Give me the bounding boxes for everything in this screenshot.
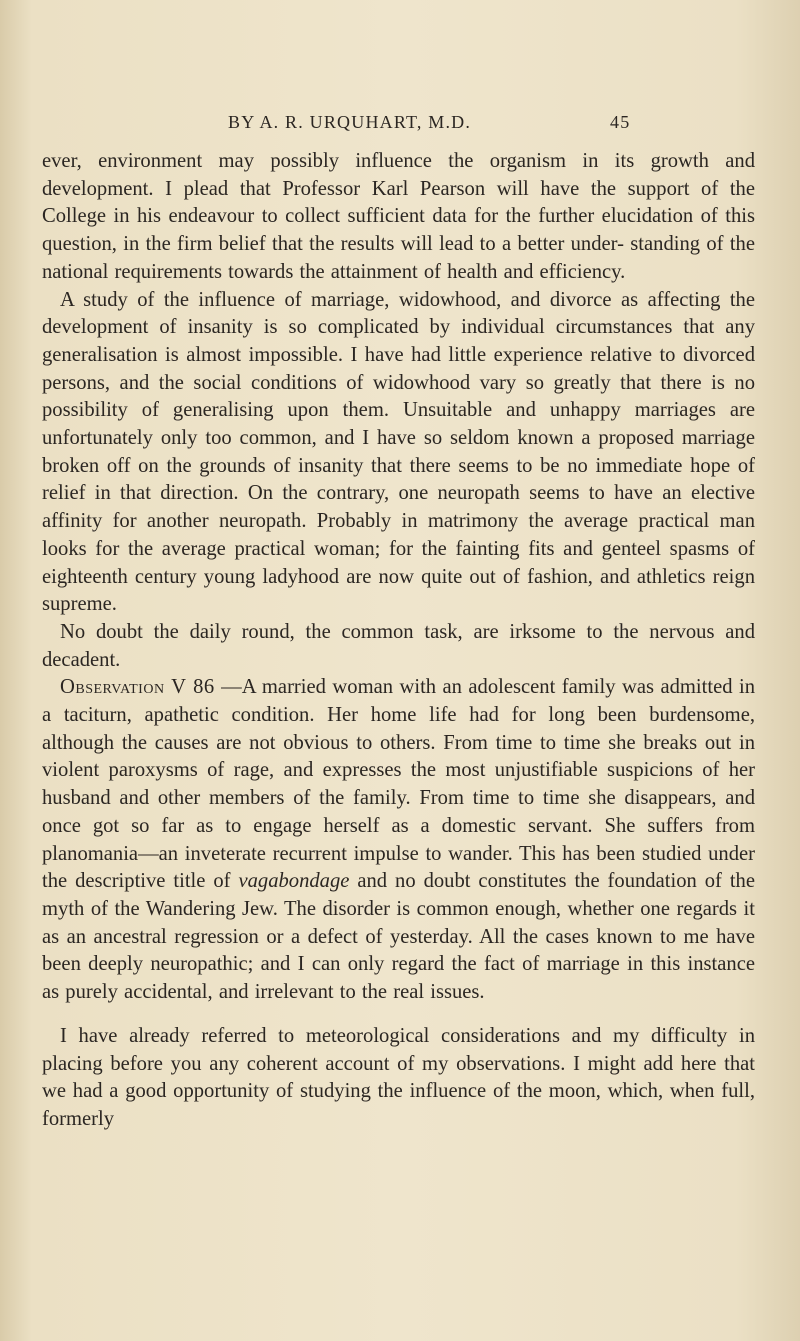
main-text bbox=[42, 148, 755, 1134]
observation-block bbox=[42, 674, 755, 1006]
observation-text-1: —A married woman with an adolescent family was admitted in a taciturn, apathetic condition. Her home life had for long been burdensome, although the causes are not obvious to others. From time to time she breaks out in violent paroxysms of rage, and expresses the most unjustifiable suspicions of her husband and other members of the family. From time to time she disappears, and once got so far as to engage herself as a domestic servant. She suffers from planomania—an inveterate recurrent impulse to wander. This has been studied under the descriptive title of bbox=[42, 676, 755, 893]
running-header bbox=[228, 112, 631, 133]
observation-text-2: and no doubt constitutes the foundation of the myth of the Wandering Jew. The disorder is common enough, whether one regards it as an ancestral regression or a defect of yesterday. All the cases known to me have been deeply neuropathic; and I can only regard the fact of marriage in this instance as purely accidental, and irrelevant to the real issues. bbox=[42, 870, 755, 1004]
paragraph-meteorological: I have already referred to meteorological considerations and my difficulty in placing before you any coherent account of my observations. I might add here that we had a good opportunity of studying the influence of the moon, which, when full, formerly bbox=[42, 1024, 755, 1130]
paragraph-continuation: ever, environment may possibly influence the organism in its growth and development. I plead that Professor Karl Pearson will have the support of the College in his endeavour to collect sufficient data for the further elucidation of this question, in the firm belief that the results will lead to a better under- standing of the national requirements towards the attainment of health and efficiency. bbox=[42, 150, 755, 283]
paragraph-marriage: A study of the influence of marriage, widowhood, and divorce as affecting the development of insanity is so complicated by individual circumstances that any generalisation is almost impossible. I have had little experience relative to divorced persons, and the social conditions of widowhood vary so greatly that there is no possibility of generalising upon them. Unsuitable and unhappy marriages are unfortunately only too common, and I have so seldom known a proposed marriage broken off on the grounds of insanity that there seems to be no immediate hope of relief in that direction. On the contrary, one neuropath seems to have an elective affinity for another neuropath. Probably in matrimony the average practical man looks for the average practical woman; for the fainting fits and genteel spasms of eighteenth century young ladyhood are now quite out of fashion, and athletics reign supreme. bbox=[42, 288, 755, 616]
observation-heading: Observation V 86 bbox=[60, 676, 215, 699]
running-title: BY A. R. URQUHART, M.D. bbox=[228, 112, 472, 132]
page-number: 45 bbox=[610, 112, 631, 132]
observation-italic-term: vagabondage bbox=[238, 870, 350, 893]
paragraph-daily-round: No doubt the daily round, the common task, are irksome to the nervous and decadent. bbox=[42, 620, 755, 671]
